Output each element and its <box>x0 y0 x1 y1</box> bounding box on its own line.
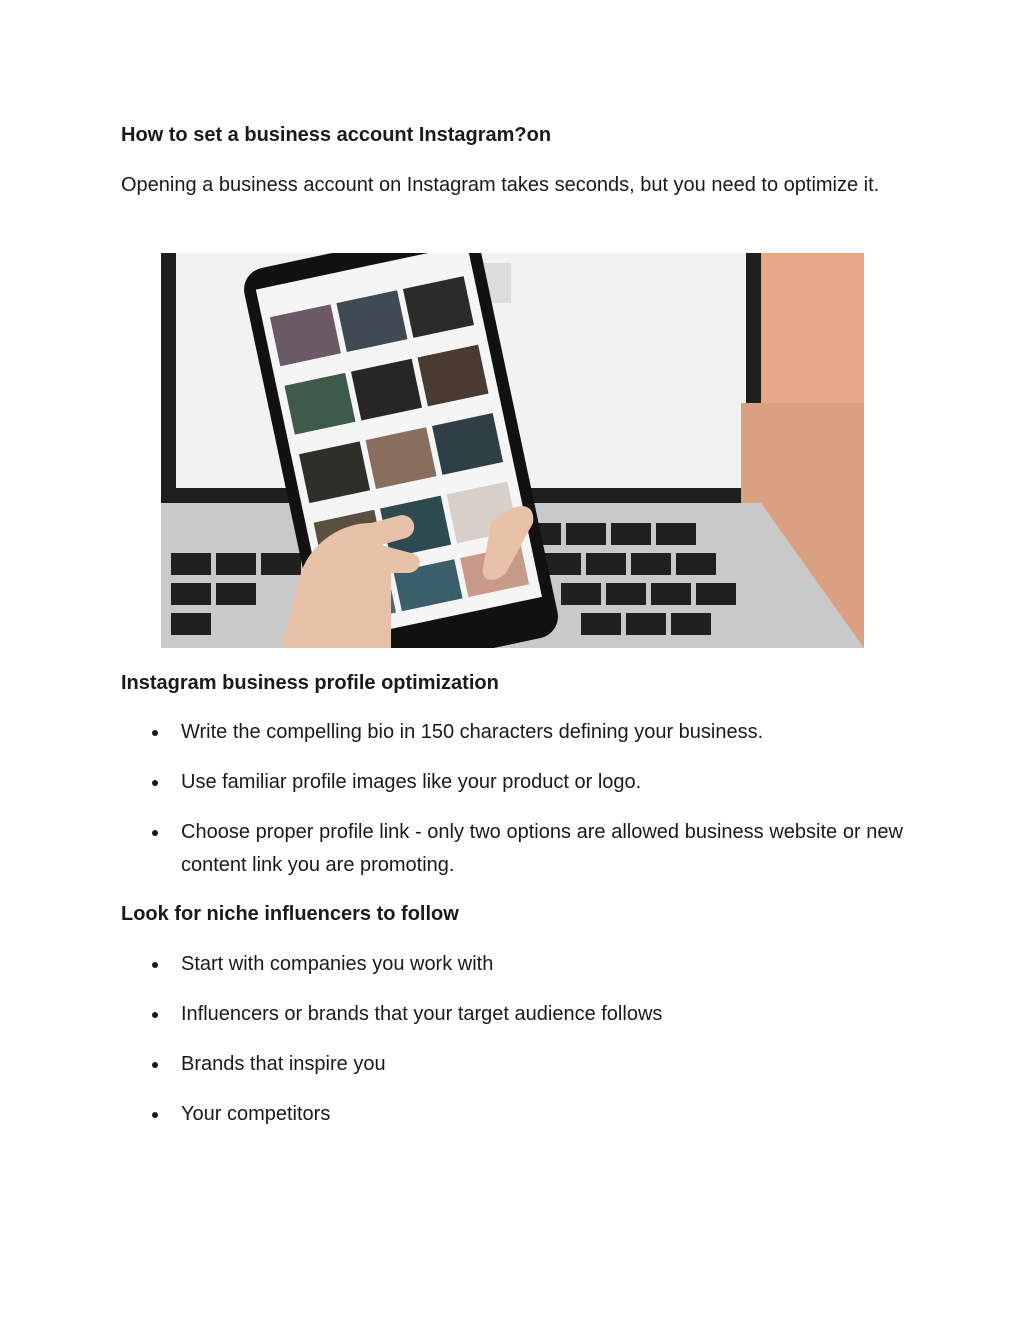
list-item: Write the compelling bio in 150 characters defining your business. <box>121 716 903 749</box>
list-item: Choose proper profile link - only two options are allowed business website or new content link you are promoting. <box>121 816 903 882</box>
bullet-icon <box>152 830 158 836</box>
list-item: Use familiar profile images like your product or logo. <box>121 766 903 799</box>
list-item: Start with companies you work with <box>121 948 903 981</box>
phone-instagram-photo <box>161 253 864 648</box>
list-item: Your competitors <box>121 1098 903 1131</box>
section-heading-profile-optimization: Instagram business profile optimization <box>121 672 499 694</box>
section-heading-business-account: How to set a business account Instagram?on <box>121 124 552 146</box>
photo-illustration <box>161 253 864 648</box>
list-item: Influencers or brands that your target audience follows <box>121 998 903 1031</box>
profile-optimization-list <box>121 716 903 899</box>
bullet-icon <box>152 1112 158 1118</box>
bullet-icon <box>152 780 158 786</box>
section-heading-influencers: Look for niche influencers to follow <box>121 903 459 925</box>
bullet-icon <box>152 1012 158 1018</box>
list-item: Brands that inspire you <box>121 1048 903 1081</box>
intro-paragraph: Opening a business account on Instagram takes seconds, but you need to optimize it. <box>121 174 880 196</box>
bullet-icon <box>152 1062 158 1068</box>
bullet-icon <box>152 730 158 736</box>
bullet-icon <box>152 962 158 968</box>
influencers-list <box>121 948 903 1148</box>
